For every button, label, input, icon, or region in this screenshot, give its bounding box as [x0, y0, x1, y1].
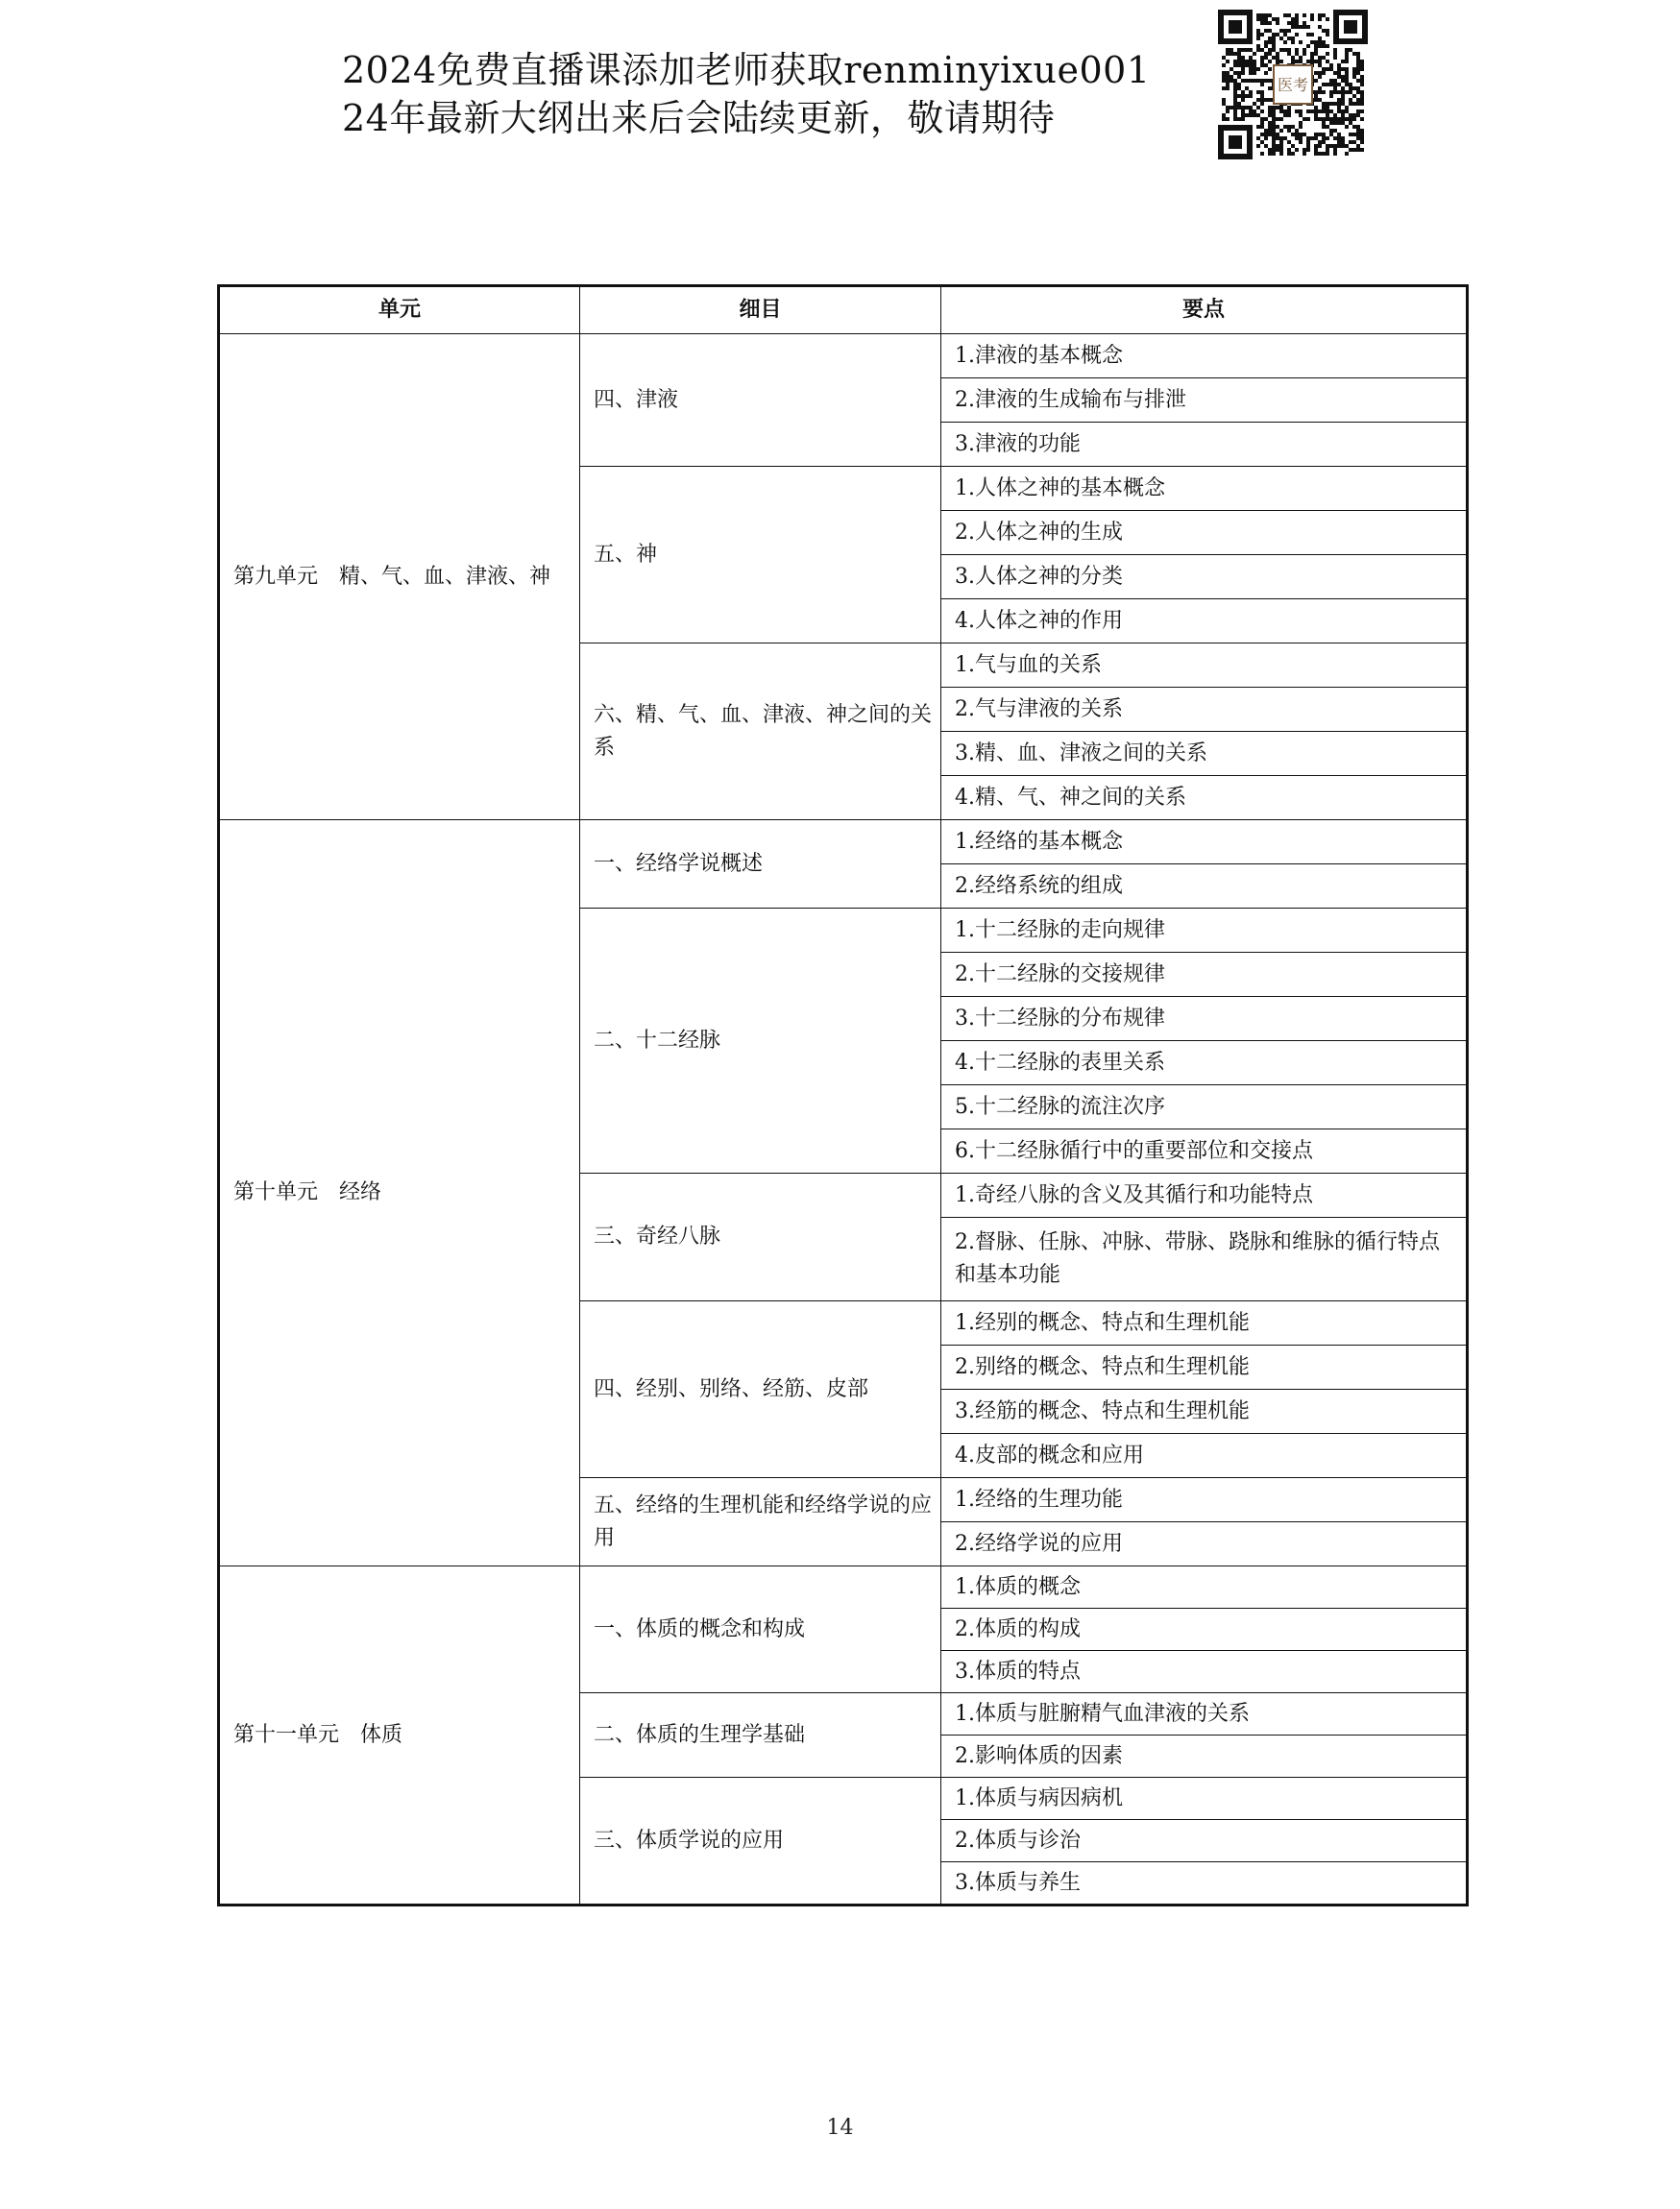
point-cell: 5.十二经脉的流注次序 — [941, 1085, 1468, 1129]
point-cell: 1.气与血的关系 — [941, 643, 1468, 688]
point-cell: 3.经筋的概念、特点和生理机能 — [941, 1390, 1468, 1434]
point-cell: 3.体质的特点 — [941, 1651, 1468, 1693]
table-row — [219, 334, 1468, 378]
header-line-1: 2024免费直播课添加老师获取renminyixue001 — [342, 49, 1151, 91]
col-header-item: 细目 — [580, 286, 941, 334]
page-number: 14 — [826, 2116, 854, 2140]
qr-logo-text: 医考 — [1277, 76, 1309, 94]
point-cell: 2.十二经脉的交接规律 — [941, 953, 1468, 997]
item-cell: 一、体质的概念和构成 — [580, 1566, 941, 1693]
col-header-unit: 单元 — [219, 286, 580, 334]
qr-code-image — [1214, 6, 1372, 163]
point-cell: 2.督脉、任脉、冲脉、带脉、跷脉和维脉的循行特点和基本功能 — [941, 1218, 1468, 1301]
item-cell: 一、经络学说概述 — [580, 820, 941, 909]
syllabus-table — [217, 284, 1469, 1906]
table-row — [219, 820, 1468, 864]
item-cell: 五、经络的生理机能和经络学说的应用 — [580, 1478, 941, 1566]
point-cell: 2.经络系统的组成 — [941, 864, 1468, 909]
item-cell: 四、经别、别络、经筋、皮部 — [580, 1301, 941, 1478]
point-cell: 2.津液的生成输布与排泄 — [941, 378, 1468, 423]
point-cell: 3.体质与养生 — [941, 1862, 1468, 1906]
item-cell: 五、神 — [580, 467, 941, 643]
unit-cell: 第十一单元 体质 — [219, 1566, 580, 1906]
point-cell: 1.经络的基本概念 — [941, 820, 1468, 864]
point-cell: 1.体质的概念 — [941, 1566, 1468, 1609]
item-cell: 三、体质学说的应用 — [580, 1778, 941, 1906]
point-cell: 1.十二经脉的走向规律 — [941, 909, 1468, 953]
point-cell: 1.人体之神的基本概念 — [941, 467, 1468, 511]
point-cell: 1.奇经八脉的含义及其循行和功能特点 — [941, 1174, 1468, 1218]
point-cell: 3.精、血、津液之间的关系 — [941, 732, 1468, 776]
item-cell: 二、体质的生理学基础 — [580, 1693, 941, 1778]
point-cell: 3.津液的功能 — [941, 423, 1468, 467]
item-cell: 二、十二经脉 — [580, 909, 941, 1174]
point-cell: 4.十二经脉的表里关系 — [941, 1041, 1468, 1085]
point-cell: 1.经别的概念、特点和生理机能 — [941, 1301, 1468, 1346]
point-cell: 1.津液的基本概念 — [941, 334, 1468, 378]
point-cell: 2.体质的构成 — [941, 1609, 1468, 1651]
item-cell: 四、津液 — [580, 334, 941, 467]
point-cell: 3.人体之神的分类 — [941, 555, 1468, 599]
point-cell: 2.气与津液的关系 — [941, 688, 1468, 732]
point-cell: 1.经络的生理功能 — [941, 1478, 1468, 1522]
point-cell: 2.经络学说的应用 — [941, 1522, 1468, 1566]
header-line-2: 24年最新大纲出来后会陆续更新，敬请期待 — [342, 97, 1056, 139]
point-cell: 6.十二经脉循行中的重要部位和交接点 — [941, 1129, 1468, 1174]
point-cell: 2.影响体质的因素 — [941, 1736, 1468, 1778]
item-cell: 三、奇经八脉 — [580, 1174, 941, 1301]
point-cell: 3.十二经脉的分布规律 — [941, 997, 1468, 1041]
point-cell: 4.皮部的概念和应用 — [941, 1434, 1468, 1478]
point-cell: 2.别络的概念、特点和生理机能 — [941, 1346, 1468, 1390]
table-row — [219, 1566, 1468, 1609]
unit-cell: 第十单元 经络 — [219, 820, 580, 1566]
unit-cell: 第九单元 精、气、血、津液、神 — [219, 334, 580, 820]
item-cell: 六、精、气、血、津液、神之间的关系 — [580, 643, 941, 820]
point-cell: 2.人体之神的生成 — [941, 511, 1468, 555]
point-cell: 2.体质与诊治 — [941, 1820, 1468, 1862]
point-cell: 1.体质与脏腑精气血津液的关系 — [941, 1693, 1468, 1736]
table-header-row — [219, 286, 1468, 334]
col-header-point: 要点 — [941, 286, 1468, 334]
point-cell: 1.体质与病因病机 — [941, 1778, 1468, 1820]
page-header — [342, 46, 1206, 142]
point-cell: 4.人体之神的作用 — [941, 599, 1468, 643]
point-cell: 4.精、气、神之间的关系 — [941, 776, 1468, 820]
